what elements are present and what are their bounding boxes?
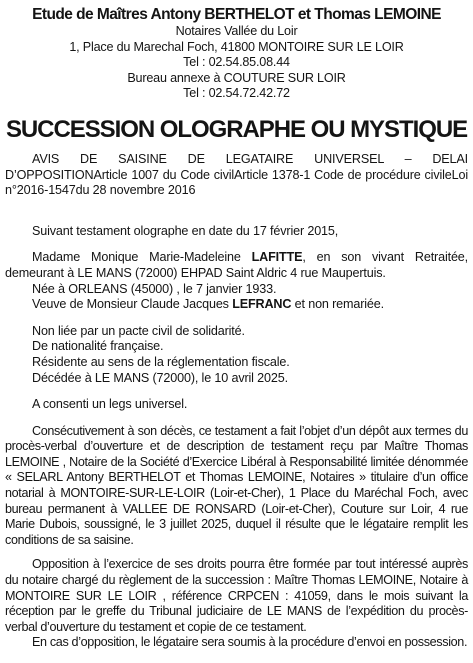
- notice-body: [5, 152, 468, 651]
- widow-prefix: Veuve de Monsieur Claude Jacques: [32, 297, 233, 312]
- deceased-surname: LAFITTE: [251, 250, 303, 265]
- notaires-line: Notaires Vallée du Loir: [175, 24, 298, 38]
- status-line: De nationalité française.: [32, 339, 164, 354]
- notice-title: SUCCESSION OLOGRAPHE OU MYSTIQUE: [5, 115, 468, 143]
- deceased-prefix: Madame Monique Marie-Madeleine: [32, 250, 252, 265]
- status-line: Décédée à LE MANS (72000), le 10 avril 2025.: [32, 370, 288, 385]
- firm-contact-block: [5, 24, 468, 102]
- address-line: 1, Place du Marechal Foch, 41800 MONTOIRE SUR LE LOIR: [69, 39, 404, 54]
- widow-suffix: et non remariée.: [291, 297, 384, 312]
- envoi-paragraph: En cas d’opposition, le légataire sera soumis à la procédure d’envoi en possession.: [32, 635, 468, 650]
- tel-main-line: Tel : 02.54.85.08.44: [183, 55, 290, 70]
- birth-line: Née à ORLEANS (45000) , le 7 janvier 1933.: [32, 281, 277, 296]
- widow-line: [5, 297, 468, 313]
- tel-annex-line: Tel : 02.54.72.42.72: [183, 86, 290, 101]
- legs-line: A consenti un legs universel.: [32, 397, 188, 412]
- firm-name: Etude de Maîtres Antony BERTHELOT et Thomas LEMOINE: [32, 6, 441, 23]
- status-line: Non liée par un pacte civil de solidarité.: [32, 323, 245, 338]
- testament-line: Suivant testament olographe en date du 17 février 2015,: [32, 223, 339, 238]
- deceased-suffix: , en son vivant Retraitée, demeurant à LE MANS (72000) EHPAD Saint Aldric 4 rue Maupertuis.: [5, 250, 469, 280]
- status-line: Résidente au sens de la réglementation fiscale.: [32, 354, 290, 369]
- consecutively-paragraph: Consécutivement à son décès, ce testament a fait l’objet d’un dépôt aux termes du procès-verbal d’ouverture et de description de testament reçu par Maître Thomas LEMOINE , Notaire de la Société d’Exercice Libéral à Responsabilité limitée dénommée « SELARL Antony BERTHELOT et Thomas LEMOINE, Notaires » titulaire d’un office notarial à MONTOIRE-SUR-LE-LOIR (Loir-et-Cher), 1 Place du Maréchal Foch, avec bureau permanent à VALLEE DE RONSARD (Loir-et-Cher), Couture sur Loir, 4 rue Marie Dubois, soussigné, le 3 juillet 2025, duquel il résulte que le légataire remplit les conditions de sa saisine.: [5, 423, 468, 547]
- deceased-identity: [5, 250, 468, 281]
- opposition-paragraph: Opposition à l’exercice de ses droits pourra être formée par tout intéressé auprès du notaire chargé du règlement de la succession : Maître Thomas LEMOINE, Notaire à MONTOIRE SUR LE LOIR , référence CRPCEN : 41059, dans le mois suivant la réception par le greffe du Tribunal judiciaire de LE MANS de l’expédition du procès-verbal d’ouverture du testament et copie de ce testament.: [5, 557, 468, 634]
- annex-line: Bureau annexe à COUTURE SUR LOIR: [127, 70, 346, 85]
- notice-intro: AVIS DE SAISINE DE LEGATAIRE UNIVERSEL – DELAI D’OPPOSITIONArticle 1007 du Code civilArticle 1378-1 Code de procédure civileLoi n°2016-1547du 28 novembre 2016: [5, 151, 468, 198]
- widow-surname: LEFRANC: [232, 297, 292, 312]
